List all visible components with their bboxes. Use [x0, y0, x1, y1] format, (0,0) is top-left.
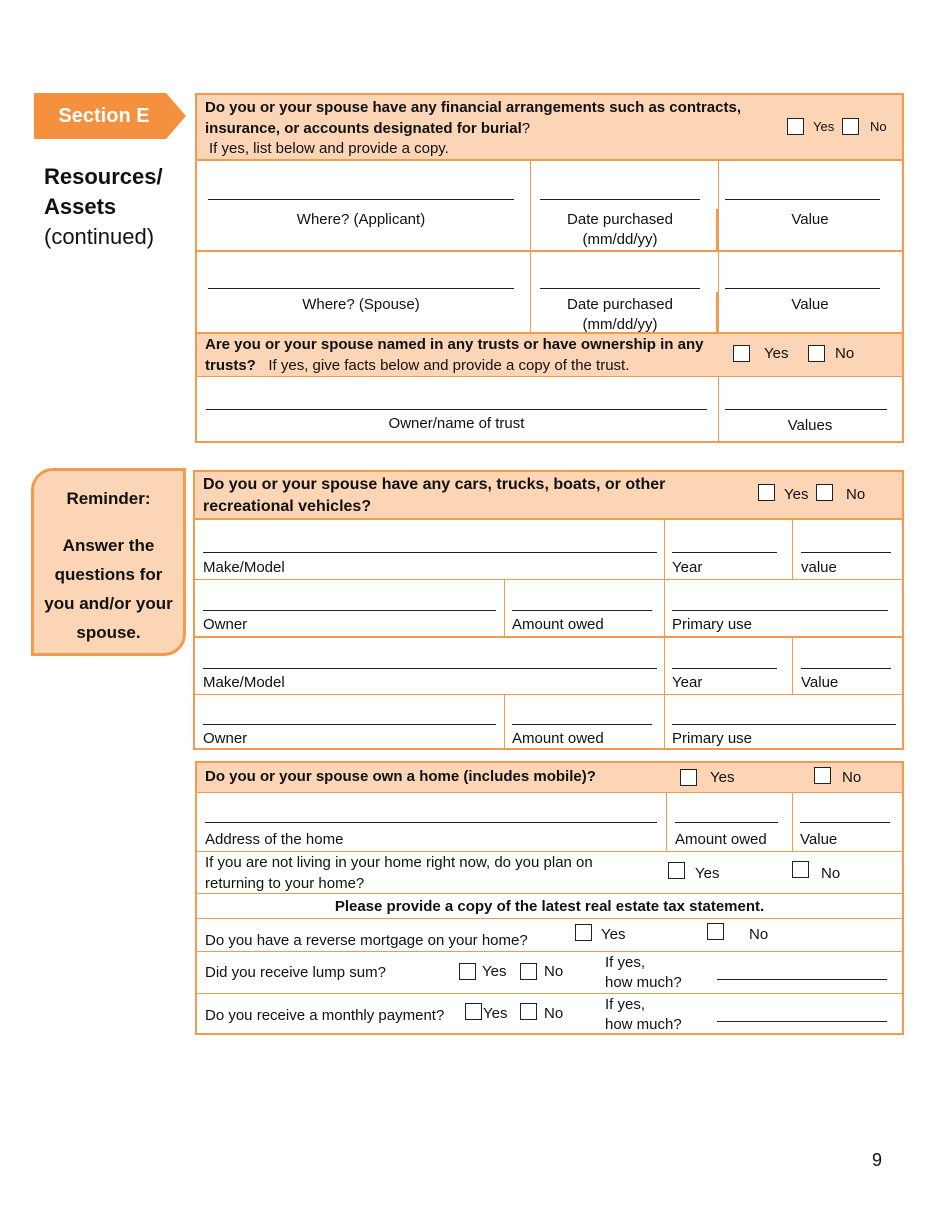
vehicle-2-value-field[interactable] — [801, 668, 891, 669]
reverse-no-checkbox[interactable] — [707, 923, 724, 940]
owner-label: Owner — [203, 616, 248, 633]
lump-no-label: No — [544, 963, 564, 980]
burial-yes-checkbox[interactable] — [787, 118, 804, 135]
vehicles-no-label: No — [846, 486, 866, 503]
return-question-1: If you are not living in your home right now, do you plan on — [205, 854, 593, 871]
trusts-header — [197, 334, 902, 376]
amount-owed-label: Amount owed — [512, 616, 604, 633]
monthly-yes-label: Yes — [483, 1005, 508, 1022]
section-label: Section E — [58, 105, 150, 127]
vehicles-yes-label: Yes — [784, 486, 809, 503]
amount-owed-label: Amount owed — [512, 730, 604, 747]
year-label: Year — [672, 674, 703, 691]
monthly-how-much: how much? — [605, 1016, 682, 1033]
lump-if-yes: If yes, — [605, 954, 646, 971]
home-no-label: No — [842, 769, 862, 786]
vehicle-1-owner-field[interactable] — [203, 610, 496, 611]
burial-note: If yes, list below and provide a copy. — [209, 140, 449, 157]
date-purchased-spouse-field[interactable] — [540, 288, 700, 289]
vehicle-2-primary-use-field[interactable] — [672, 724, 896, 725]
home-address-field[interactable] — [205, 822, 657, 823]
section-tab — [34, 93, 186, 139]
primary-use-label: Primary use — [672, 730, 753, 747]
home-question: Do you or your spouse own a home (includes mobile)? — [205, 768, 596, 785]
burial-yes-label: Yes — [813, 119, 835, 134]
monthly-question: Do you receive a monthly payment? — [205, 1007, 445, 1024]
trusts-no-label: No — [835, 345, 855, 362]
reminder-body: Answer the questions for you and/or your spouse. — [44, 536, 173, 642]
date-purchased-label: Date purchased — [567, 296, 673, 313]
primary-use-label: Primary use — [672, 616, 753, 633]
return-no-checkbox[interactable] — [792, 861, 809, 878]
where-applicant-label: Where? (Applicant) — [296, 211, 426, 228]
trusts-question-1: Are you or your spouse named in any trusts or have ownership in any — [205, 336, 704, 353]
side-title-line1: Resources/ — [44, 164, 163, 189]
trust-values-field[interactable] — [725, 409, 887, 410]
value-label: Value — [791, 296, 829, 313]
lump-sum-row — [197, 952, 902, 993]
return-yes-label: Yes — [695, 865, 720, 882]
home-yes-label: Yes — [710, 769, 735, 786]
where-spouse-field[interactable] — [208, 288, 514, 289]
value-spouse-field[interactable] — [725, 288, 880, 289]
value-label: value — [801, 559, 837, 576]
home-no-checkbox[interactable] — [814, 767, 831, 784]
vehicle-1-year-field[interactable] — [672, 552, 777, 553]
burial-no-checkbox[interactable] — [842, 118, 859, 135]
tax-note: Please provide a copy of the latest real estate tax statement. — [334, 898, 765, 915]
vehicle-2-row-a — [195, 638, 902, 694]
monthly-yes-checkbox[interactable] — [465, 1003, 482, 1020]
burial-block — [195, 93, 904, 443]
value-label: Value — [801, 674, 839, 691]
lump-yes-checkbox[interactable] — [459, 963, 476, 980]
monthly-no-checkbox[interactable] — [520, 1003, 537, 1020]
return-yes-checkbox[interactable] — [668, 862, 685, 879]
date-format-label: (mm/dd/yy) — [582, 316, 658, 333]
reverse-mortgage-row — [197, 919, 902, 951]
return-question-2: returning to your home? — [205, 875, 365, 892]
owner-label: Owner — [203, 730, 248, 747]
vehicle-1-row-a — [195, 520, 902, 579]
vehicle-2-amount-owed-field[interactable] — [512, 724, 652, 725]
vehicles-no-checkbox[interactable] — [816, 484, 833, 501]
date-format-label: (mm/dd/yy) — [582, 231, 658, 248]
monthly-no-label: No — [544, 1005, 564, 1022]
home-return-row — [197, 852, 902, 893]
vehicles-yes-checkbox[interactable] — [758, 484, 775, 501]
vehicle-1-amount-owed-field[interactable] — [512, 610, 652, 611]
vehicle-1-row-b — [195, 580, 902, 636]
where-applicant-field[interactable] — [208, 199, 514, 200]
amount-owed-label: Amount owed — [675, 831, 767, 848]
trusts-question-2: trusts? — [205, 357, 256, 374]
vehicles-header — [195, 472, 902, 518]
vehicle-2-row-b — [195, 695, 902, 750]
address-label: Address of the home — [205, 831, 344, 848]
vehicle-1-primary-use-field[interactable] — [672, 610, 888, 611]
reverse-no-label: No — [749, 926, 769, 943]
owner-name-of-trust-field[interactable] — [206, 409, 707, 410]
reverse-yes-label: Yes — [601, 926, 626, 943]
lump-yes-label: Yes — [482, 963, 507, 980]
trust-values-label: Values — [787, 417, 833, 434]
trusts-yes-label: Yes — [764, 345, 789, 362]
trusts-yes-checkbox[interactable] — [733, 345, 750, 362]
make-model-label: Make/Model — [203, 559, 285, 576]
home-block — [195, 761, 904, 1035]
tax-note-row — [197, 894, 902, 918]
value-label: Value — [800, 831, 838, 848]
year-label: Year — [672, 559, 703, 576]
page-number: 9 — [872, 1150, 883, 1170]
value-applicant-field[interactable] — [725, 199, 880, 200]
reverse-mortgage-question: Do you have a reverse mortgage on your home? — [205, 932, 528, 949]
date-purchased-applicant-field[interactable] — [540, 199, 700, 200]
trusts-row — [197, 377, 902, 441]
lump-how-much: how much? — [605, 974, 682, 991]
side-title-line3: (continued) — [44, 224, 155, 249]
reminder-box — [31, 468, 186, 656]
return-no-label: No — [821, 865, 841, 882]
home-yes-checkbox[interactable] — [680, 769, 697, 786]
home-amount-owed-field[interactable] — [675, 822, 778, 823]
burial-no-label: No — [870, 119, 887, 134]
monthly-if-yes: If yes, — [605, 996, 646, 1013]
vehicle-2-make-model-field[interactable] — [203, 668, 657, 669]
burial-applicant-row — [197, 161, 902, 251]
side-title-line2: Assets — [44, 194, 117, 219]
burial-header: Do you or your spouse have any financial arrangements such as contracts, insurance, or accounts designated for burial? If yes, list below and provide a copy. Yes No — [197, 95, 902, 159]
lump-amount-field[interactable] — [717, 979, 887, 980]
home-header — [197, 763, 902, 792]
monthly-amount-field[interactable] — [717, 1021, 887, 1022]
side-title — [44, 162, 194, 252]
date-purchased-label: Date purchased — [567, 211, 673, 228]
vehicle-2-owner-field[interactable] — [203, 724, 496, 725]
trusts-no-checkbox[interactable] — [808, 345, 825, 362]
vehicle-1-value-field[interactable] — [801, 552, 891, 553]
lump-no-checkbox[interactable] — [520, 963, 537, 980]
value-label: Value — [791, 211, 829, 228]
home-value-field[interactable] — [800, 822, 890, 823]
trusts-note: If yes, give facts below and provide a copy of the trust. — [268, 357, 630, 374]
vehicle-1-make-model-field[interactable] — [203, 552, 657, 553]
make-model-label: Make/Model — [203, 674, 285, 691]
lump-sum-question: Did you receive lump sum? — [205, 964, 386, 981]
burial-spouse-row — [197, 252, 902, 332]
monthly-payment-row — [197, 994, 902, 1034]
where-spouse-label: Where? (Spouse) — [302, 296, 420, 313]
owner-trust-label: Owner/name of trust — [388, 415, 525, 432]
vehicles-block — [193, 470, 904, 750]
reminder-title: Reminder: — [66, 489, 151, 508]
burial-question: Do you or your spouse have any financial arrangements such as contracts, insurance, or accounts designated for burial — [205, 99, 742, 137]
vehicles-question: Do you or your spouse have any cars, trucks, boats, or other recreational vehicles? — [203, 476, 666, 515]
home-address-row — [197, 793, 902, 851]
vehicle-2-year-field[interactable] — [672, 668, 777, 669]
reverse-yes-checkbox[interactable] — [575, 924, 592, 941]
